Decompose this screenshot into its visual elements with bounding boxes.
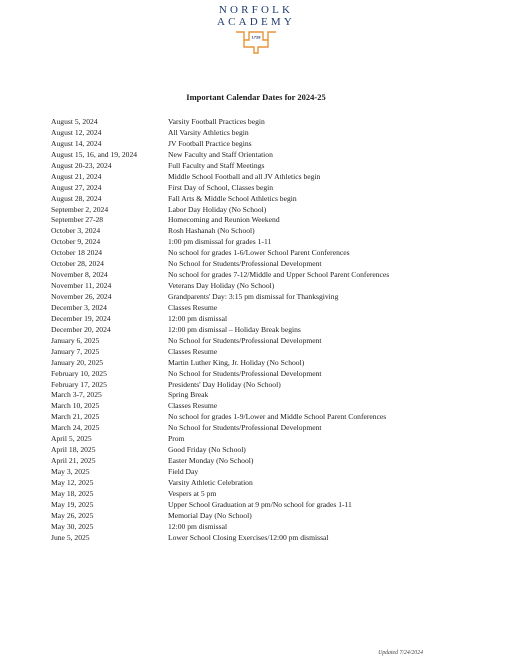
calendar-date: August 15, 16, and 19, 2024 [51, 149, 138, 159]
calendar-row [51, 161, 501, 172]
calendar-event: Rosh Hashanah (No School) [168, 226, 255, 236]
calendar-row [51, 401, 501, 412]
calendar-date: December 3, 2024 [51, 302, 107, 312]
calendar-date: December 19, 2024 [51, 313, 111, 323]
calendar-row [51, 434, 501, 445]
calendar-date: April 18, 2025 [51, 445, 96, 455]
calendar-date: May 3, 2025 [51, 467, 90, 476]
calendar-date: March 10, 2025 [51, 401, 100, 411]
calendar-date: September 27-28 [51, 215, 104, 225]
calendar-row [51, 511, 501, 522]
calendar-event: Fall Arts & Middle School Athletics begin [168, 193, 297, 203]
calendar-date: August 28, 2024 [51, 193, 102, 203]
calendar-row [51, 292, 501, 303]
calendar-date: May 26, 2025 [51, 510, 94, 520]
calendar-date: October 3, 2024 [51, 226, 101, 236]
calendar-row [51, 478, 501, 489]
updated-note: Updated 7/24/2024 [378, 650, 423, 656]
calendar-event: Upper School Graduation at 9 pm/No school for grades 1-11 [168, 499, 352, 509]
calendar-row [51, 358, 501, 369]
calendar-event: Good Friday (No School) [168, 445, 246, 455]
calendar-event: Varsity Football Practices begin [168, 117, 265, 126]
calendar-event: No School for Students/Professional Development [168, 423, 322, 433]
calendar-row [51, 183, 501, 194]
calendar-row [51, 150, 501, 161]
calendar-event: Grandparents' Day: 3:15 pm dismissal for Thanksgiving [168, 292, 339, 301]
calendar-event: No school for grades 1-6/Lower School Parent Conferences [168, 248, 350, 258]
calendar-event: Memorial Day (No School) [168, 510, 252, 520]
calendar-date: May 12, 2025 [51, 477, 94, 487]
calendar-row [51, 380, 501, 391]
logo-year: 1728 [251, 34, 261, 40]
calendar-date: May 19, 2025 [51, 499, 94, 509]
calendar-date: January 20, 2025 [51, 357, 104, 367]
calendar-event: Martin Luther King, Jr. Holiday (No School) [168, 357, 305, 367]
calendar-date: August 20-23, 2024 [51, 160, 112, 170]
calendar-event: No school for grades 7-12/Middle and Upper School Parent Conferences [168, 270, 390, 280]
school-logo [0, 4, 512, 55]
calendar-row [51, 325, 501, 336]
calendar-event: First Day of School, Classes begin [168, 182, 274, 192]
calendar-event: All Varsity Athletics begin [168, 127, 249, 137]
calendar-date: October 28, 2024 [51, 259, 104, 269]
calendar-event: Varsity Athletic Celebration [168, 477, 253, 487]
logo-line-2: ACADEMY [216, 16, 295, 28]
calendar-date: January 6, 2025 [51, 335, 100, 345]
calendar-date: August 21, 2024 [51, 171, 102, 181]
logo-line-1: NORFOLK [218, 4, 294, 16]
logo-mark-icon [234, 29, 278, 55]
calendar-row [51, 489, 501, 500]
calendar-date: June 5, 2025 [51, 532, 90, 542]
calendar-event: Full Faculty and Staff Meetings [168, 160, 265, 170]
calendar-row [51, 533, 501, 544]
calendar-event: 12:00 pm dismissal [168, 313, 228, 323]
calendar-event: Veterans Day Holiday (No School) [168, 281, 275, 291]
calendar-row [51, 467, 501, 478]
calendar-date: March 24, 2025 [51, 423, 100, 433]
calendar-event: Prom [168, 434, 185, 444]
calendar-row [51, 456, 501, 467]
calendar-date: February 10, 2025 [51, 368, 107, 378]
calendar-row [51, 270, 501, 281]
calendar-event: 1:00 pm dismissal for grades 1-11 [168, 237, 272, 247]
calendar-row [51, 369, 501, 380]
calendar-row [51, 423, 501, 434]
calendar-row [51, 314, 501, 325]
calendar-date: May 30, 2025 [51, 521, 94, 531]
calendar-event: New Faculty and Staff Orientation [168, 149, 273, 159]
calendar-row [51, 500, 501, 511]
calendar-date: March 21, 2025 [51, 412, 100, 422]
calendar-row [51, 303, 501, 314]
calendar-row [51, 259, 501, 270]
calendar-dates-list [51, 117, 501, 544]
calendar-event: 12:00 pm dismissal – Holiday Break begins [168, 324, 301, 334]
calendar-date: March 3-7, 2025 [51, 390, 102, 400]
calendar-date: November 26, 2024 [51, 292, 112, 301]
calendar-row [51, 445, 501, 456]
calendar-event: Vespers at 5 pm [168, 488, 217, 498]
calendar-date: April 5, 2025 [51, 434, 92, 444]
calendar-row [51, 226, 501, 237]
calendar-date: October 18 2024 [51, 248, 103, 258]
calendar-event: No School for Students/Professional Development [168, 259, 322, 269]
calendar-date: May 18, 2025 [51, 488, 94, 498]
calendar-date: February 17, 2025 [51, 379, 107, 389]
calendar-date: August 14, 2024 [51, 138, 102, 148]
calendar-row [51, 172, 501, 183]
calendar-date: August 27, 2024 [51, 182, 102, 192]
calendar-event: Easter Monday (No School) [168, 456, 254, 466]
calendar-event: 12:00 pm dismissal [168, 521, 228, 531]
calendar-row [51, 117, 501, 128]
calendar-event: No school for grades 1-9/Lower and Middle School Parent Conferences [168, 412, 387, 422]
calendar-row [51, 336, 501, 347]
calendar-date: August 5, 2024 [51, 117, 98, 126]
calendar-row [51, 205, 501, 216]
calendar-date: December 20, 2024 [51, 324, 111, 334]
calendar-row [51, 139, 501, 150]
calendar-row [51, 248, 501, 259]
calendar-row [51, 215, 501, 226]
calendar-row [51, 522, 501, 533]
calendar-event: Middle School Football and all JV Athletics begin [168, 171, 321, 181]
calendar-date: April 21, 2025 [51, 456, 96, 466]
calendar-row [51, 194, 501, 205]
calendar-event: Classes Resume [168, 346, 218, 356]
calendar-row [51, 390, 501, 401]
page-title: Important Calendar Dates for 2024-25 [186, 92, 326, 102]
calendar-row [51, 128, 501, 139]
calendar-event: Labor Day Holiday (No School) [168, 204, 267, 214]
calendar-event: Classes Resume [168, 401, 218, 411]
calendar-date: November 11, 2024 [51, 281, 112, 291]
calendar-date: August 12, 2024 [51, 127, 102, 137]
calendar-event: JV Football Practice begins [168, 138, 252, 148]
calendar-event: Homecoming and Reunion Weekend [168, 215, 280, 225]
calendar-date: January 7, 2025 [51, 346, 100, 356]
calendar-row [51, 281, 501, 292]
calendar-event: Classes Resume [168, 302, 218, 312]
calendar-row [51, 347, 501, 358]
calendar-event: Presidents' Day Holiday (No School) [168, 379, 281, 389]
calendar-event: No School for Students/Professional Development [168, 335, 322, 345]
calendar-date: November 8, 2024 [51, 270, 108, 280]
calendar-event: Field Day [168, 467, 199, 476]
calendar-event: Lower School Closing Exercises/12:00 pm dismissal [168, 532, 329, 542]
calendar-row [51, 237, 501, 248]
calendar-event: No School for Students/Professional Development [168, 368, 322, 378]
calendar-event: Spring Break [168, 390, 209, 400]
calendar-date: September 2, 2024 [51, 204, 109, 214]
calendar-row [51, 412, 501, 423]
calendar-date: October 9, 2024 [51, 237, 101, 247]
